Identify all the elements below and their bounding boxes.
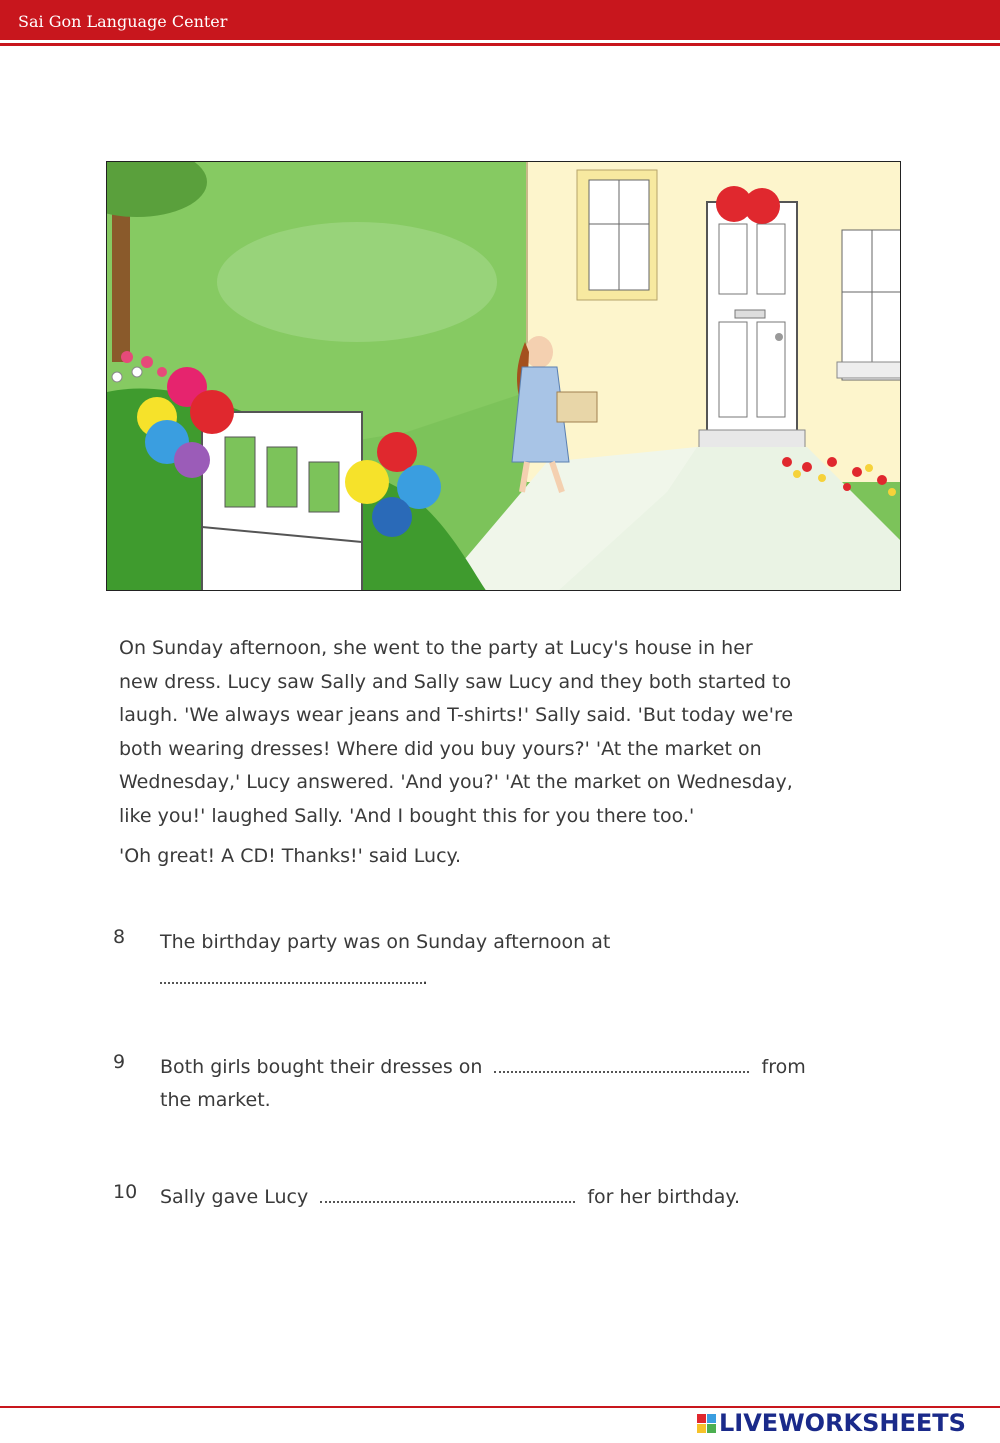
question-10-answer-blank[interactable] bbox=[320, 1181, 575, 1203]
question-10-number: 10 bbox=[113, 1181, 138, 1203]
question-9-line-2: the market. bbox=[160, 1089, 271, 1111]
question-8-text: The birthday party was on Sunday afternoon at bbox=[160, 931, 611, 953]
question-10-text: Sally gave Lucy for her birthday. bbox=[160, 1181, 740, 1213]
story-text bbox=[119, 632, 869, 874]
header-divider bbox=[0, 43, 1000, 46]
story-paragraph-2: 'Oh great! A CD! Thanks!' said Lucy. bbox=[119, 845, 462, 867]
story-illustration bbox=[106, 161, 901, 591]
liveworksheets-logo[interactable]: LIVEWORKSHEETS bbox=[697, 1410, 966, 1436]
header-title: Sai Gon Language Center bbox=[18, 12, 228, 31]
question-8-answer-blank[interactable] bbox=[160, 962, 422, 984]
story-paragraph-1: On Sunday afternoon, she went to the party at Lucy's house in her new dress. Lucy saw Sally and Sally saw Lucy and they both started to laugh. 'We always wear jeans and T-shirts!' Sally said. 'But today we're both wearing dresses! Where did you buy yours?' 'At the market on Wednesday,' Lucy answered. 'And you?' 'At the market on Wednesday, like you!' laughed Sally. 'And I bought this for you there too.' bbox=[119, 637, 794, 827]
liveworksheets-logo-icon bbox=[697, 1414, 716, 1433]
question-9-text: Both girls bought their dresses on from bbox=[160, 1051, 806, 1083]
question-8-number: 8 bbox=[113, 926, 126, 948]
footer-divider bbox=[0, 1406, 1000, 1408]
question-8-answer-row: . bbox=[160, 962, 428, 994]
question-9-number: 9 bbox=[113, 1051, 126, 1073]
question-9-answer-blank[interactable] bbox=[494, 1051, 749, 1073]
